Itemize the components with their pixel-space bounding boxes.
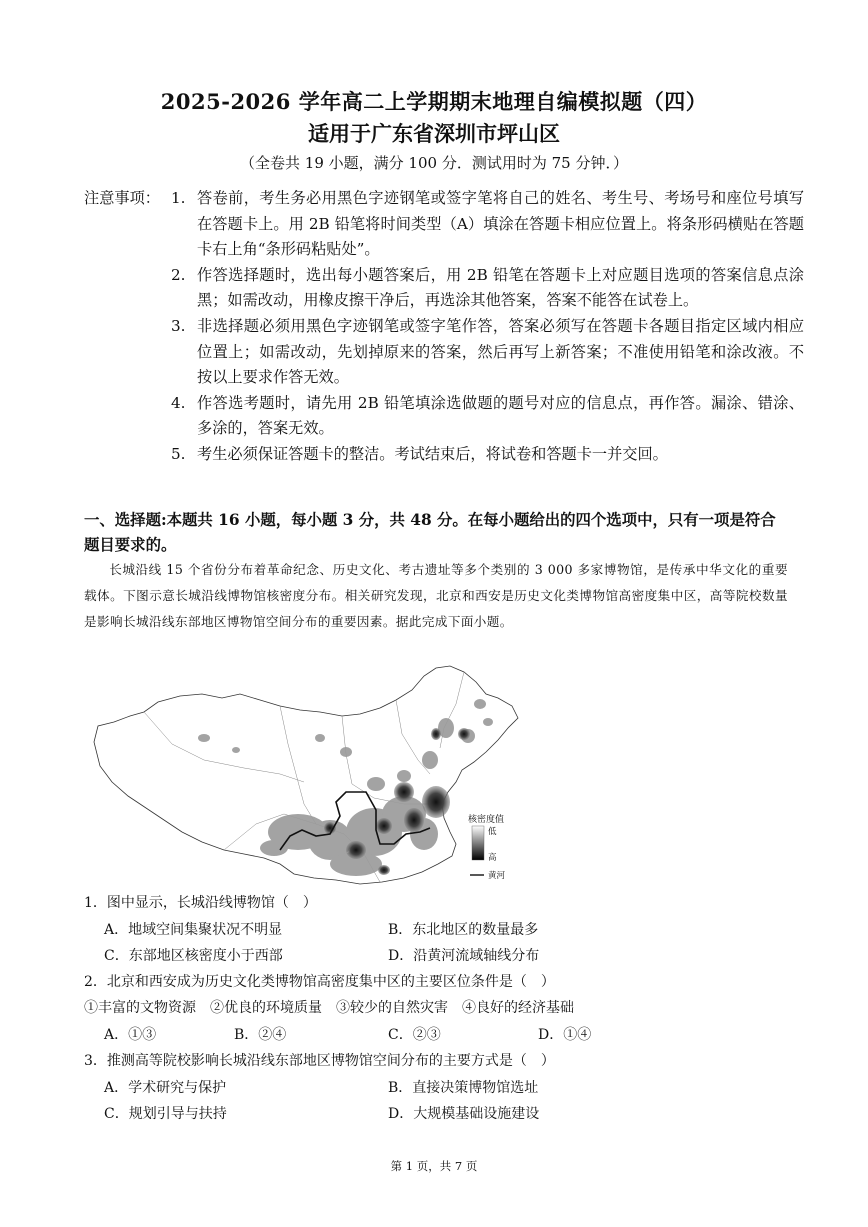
question-1-stem: 1．图中显示，长城沿线博物馆（ ） <box>84 895 317 911</box>
question-3-option-c: C．规划引导与扶持 <box>104 1106 227 1122</box>
china-outline <box>94 666 518 884</box>
page-footer: 第 1 页，共 7 页 <box>390 1159 478 1173</box>
question-2-option-b: B．②④ <box>234 1027 287 1043</box>
notice-number: 4. <box>171 393 186 412</box>
notice-text: 作答选考题时，请先用 2B 铅笔填涂选做题的题号对应的信息点，再作答。漏涂、错涂、多涂的，答案无效。 <box>197 393 804 438</box>
question-3-option-b: B．直接决策博物馆选址 <box>388 1080 539 1096</box>
notice-number: 1. <box>171 189 186 207</box>
question-1-option-d: D．沿黄河流域轴线分布 <box>388 948 540 964</box>
notice-item <box>84 314 804 391</box>
notice-number: 5. <box>171 444 186 463</box>
notice-label: 注意事项： <box>84 189 160 207</box>
notice-text: 非选择题必须用黑色字迹钢笔或签字笔作答，答案必须写在答题卡各题目指定区域内相应位置上；如需改动，先划掉原来的答案，然后再写上新答案；不准使用铅笔和涂改液。不按以上要求作答无效。 <box>197 316 804 387</box>
map-legend <box>468 813 506 881</box>
question-2-option-a: A．①③ <box>104 1027 157 1043</box>
exam-subtitle: （全卷共 19 小题，满分 100 分．测试用时为 75 分钟．） <box>240 154 628 172</box>
question-1-option-b: B．东北地区的数量最多 <box>388 922 539 938</box>
question-1-option-c: C．东部地区核密度小于西部 <box>104 948 283 964</box>
notice-item <box>84 442 804 468</box>
question-1-option-a: A．地域空间集聚状况不明显 <box>104 922 283 938</box>
notice-block <box>84 186 804 468</box>
legend-river: 黄河 <box>488 871 506 881</box>
notice-number: 2. <box>171 265 186 284</box>
section-heading: 一、选择题:本题共 16 小题，每小题 3 分，共 48 分。在每小题给出的四个选项中，只有一项是符合题目要求的。 <box>84 511 776 554</box>
question-2-option-d: D．①④ <box>538 1027 592 1043</box>
notice-item <box>84 186 804 263</box>
legend-title: 核密度值 <box>468 815 505 825</box>
question-3-option-a: A．学术研究与保护 <box>104 1080 227 1096</box>
legend-gradient <box>472 826 484 860</box>
material-text: 长城沿线 15 个省份分布着革命纪念、历史文化、考古遗址等多个类别的 3 000 多家博物馆，是传承中华文化的重要载体。下图示意长城沿线博物馆核密度分布。相关研究发现，北京和西安是历史文化类博物馆高密度集中区，高等院校数量是影响长城沿线东部地区博物馆空间分布的重要因素。据此完成下面小题。 <box>84 562 788 629</box>
legend-low: 低 <box>488 827 497 837</box>
legend-high: 高 <box>488 853 497 863</box>
question-3-stem: 3．推测高等院校影响长城沿线东部地区博物馆空间分布的主要方式是（ ） <box>84 1053 555 1069</box>
notice-text: 考生必须保证答题卡的整洁。考试结束后，将试卷和答题卡一并交回。 <box>197 444 668 463</box>
question-2-stem: 2．北京和西安成为历史文化类博物馆高密度集中区的主要区位条件是（ ） <box>84 974 555 990</box>
museum-density-map <box>84 664 524 889</box>
exam-title: 2025-2026 学年高二上学期期末地理自编模拟题（四） <box>160 89 708 114</box>
question-2-option-c: C．②③ <box>388 1027 441 1043</box>
notice-number: 3. <box>171 316 186 335</box>
exam-region-title: 适用于广东省深圳市坪山区 <box>308 121 560 146</box>
notice-text: 作答选择题时，选出每小题答案后，用 2B 铅笔在答题卡上对应题目选项的答案信息点涂黑；如需改动，用橡皮擦干净后，再选涂其他答案，答案不能答在试卷上。 <box>197 265 804 310</box>
question-2-choices: ①丰富的文物资源 ②优良的环境质量 ③较少的自然灾害 ④良好的经济基础 <box>84 1000 574 1016</box>
material-passage <box>84 557 788 635</box>
notice-text: 答卷前，考生务必用黑色字迹钢笔或签字笔将自己的姓名、考生号、考场号和座位号填写在答题卡上。用 2B 铅笔将时间类型（A）填涂在答题卡相应位置上。将条形码横贴在答题卡右上角“条形码粘贴处”。 <box>197 189 804 259</box>
notice-item <box>84 263 804 314</box>
notice-item <box>84 391 804 442</box>
question-3-option-d: D．大规模基础设施建设 <box>388 1106 540 1122</box>
